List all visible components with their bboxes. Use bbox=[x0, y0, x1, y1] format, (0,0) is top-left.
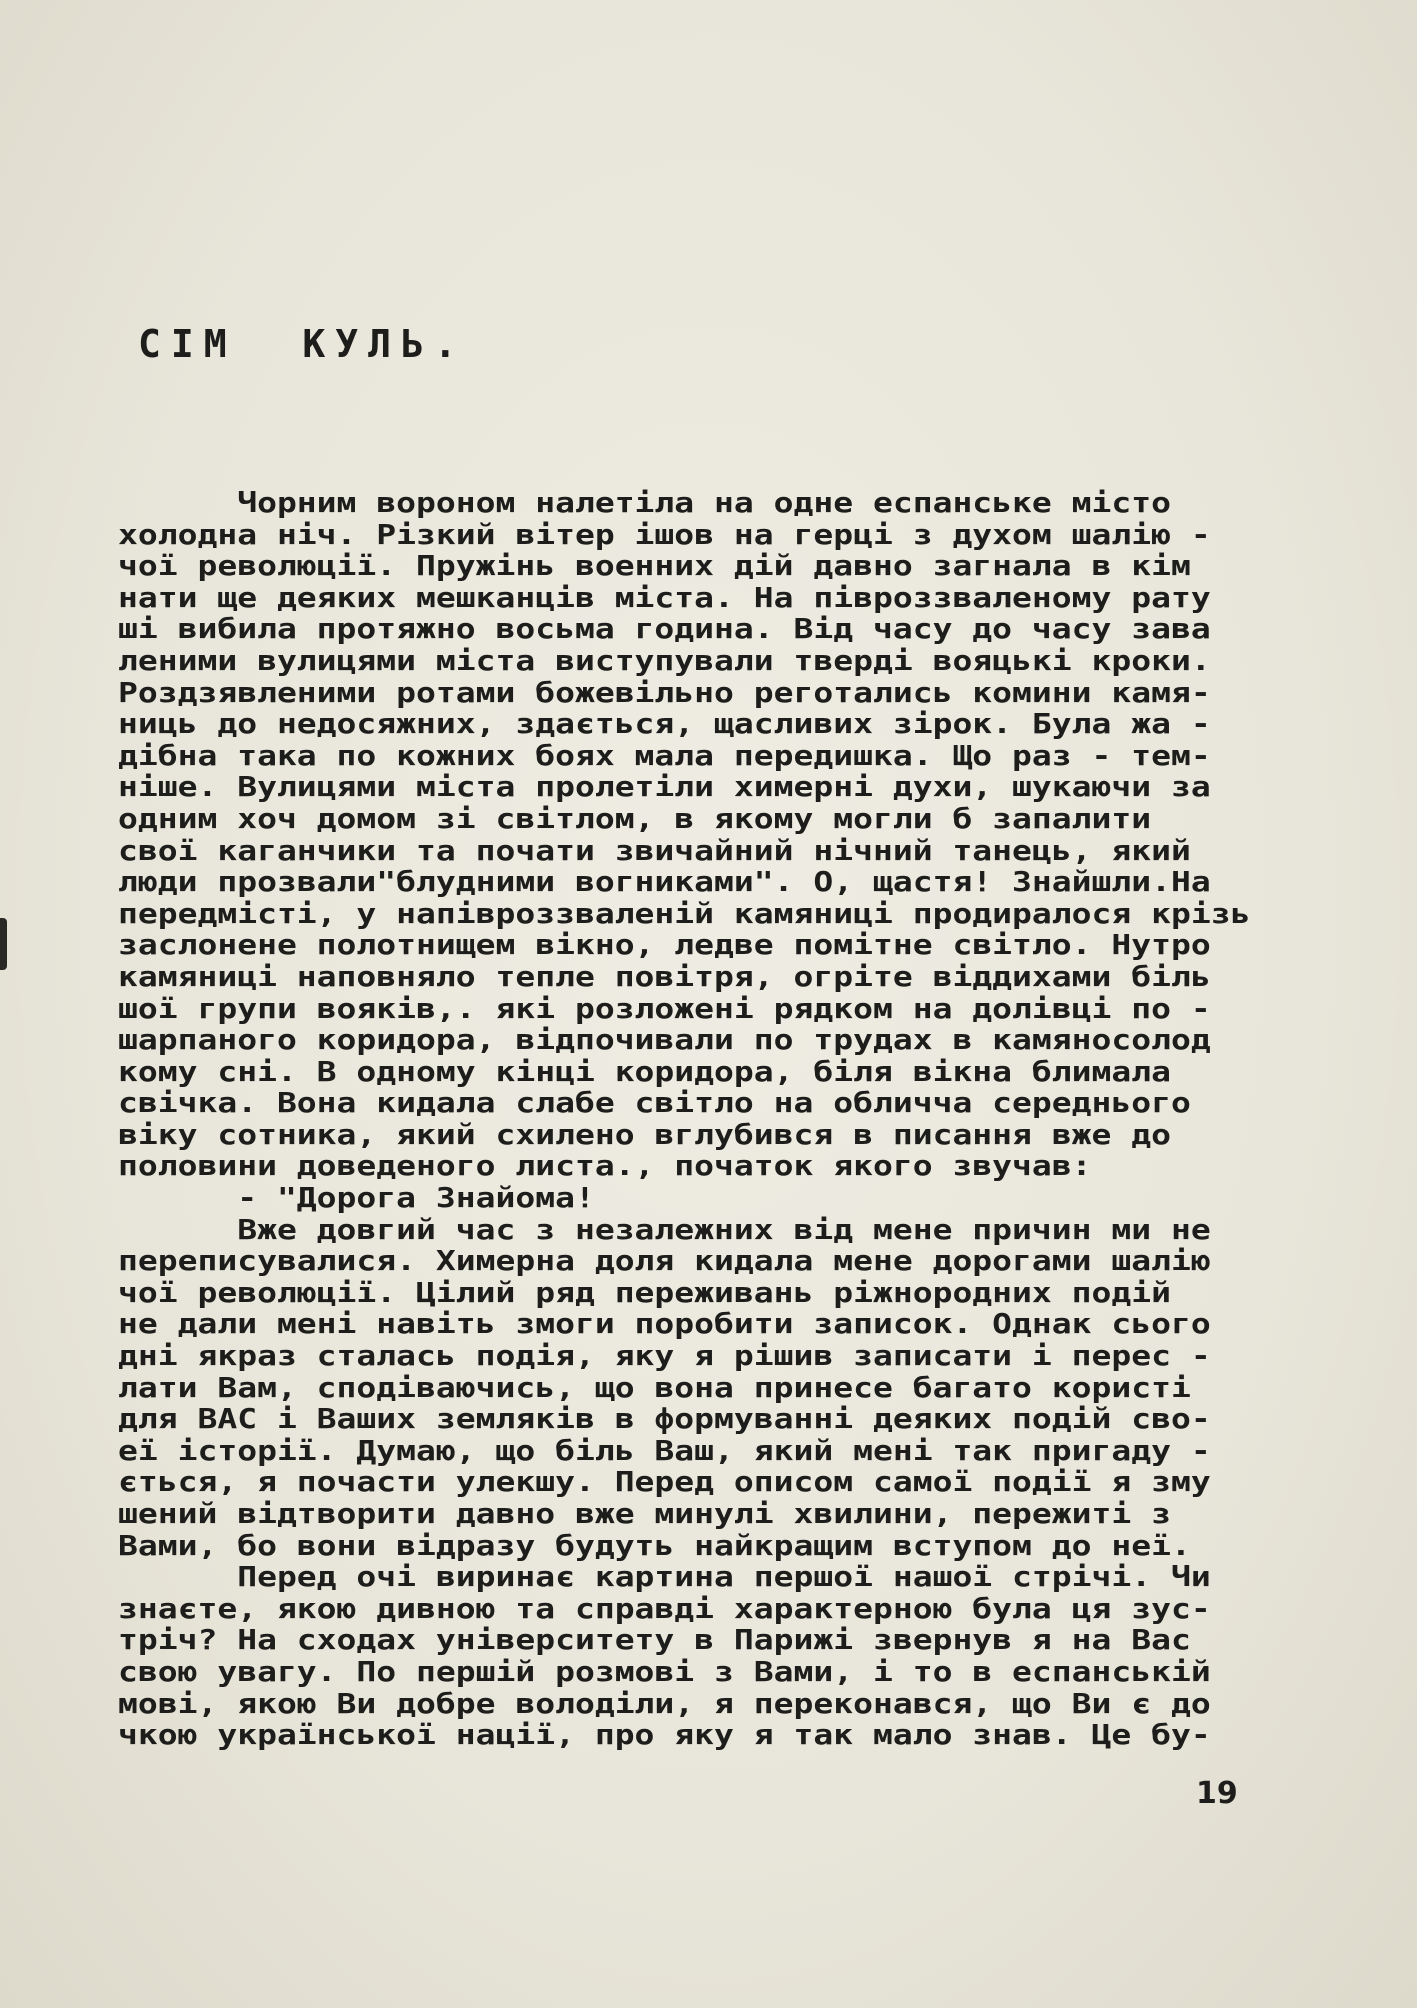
text-line: люди прозвали"блудними вогниками". О, щастя! Знайшли.На bbox=[118, 866, 1211, 899]
text-line: для ВАС і Ваших земляків в формуванні деяких подій сво- bbox=[118, 1403, 1211, 1436]
text-line: леними вулицями міста виступували тверді вояцькі кроки. bbox=[118, 644, 1211, 677]
text-line: Роздзявленими ротами божевільно реготались комини камя- bbox=[118, 676, 1211, 709]
text-line: мові, якою Ви добре володіли, я переконався, що Ви є до bbox=[118, 1687, 1211, 1720]
text-line: дібна така по кожних боях мала передишка. Що раз - тем- bbox=[118, 739, 1211, 772]
text-line: переписувалися. Химерна доля кидала мене дорогами шалію bbox=[118, 1245, 1211, 1278]
text-line: шарпаного коридора, відпочивали по трудах в камяносолод bbox=[118, 1024, 1211, 1057]
text-line: ється, я почасти улекшу. Перед описом самої події я зму bbox=[118, 1466, 1211, 1499]
text-line: Чорним вороном налетіла на одне еспанське місто bbox=[118, 487, 1171, 519]
chapter-title: СІМ КУЛЬ. bbox=[138, 322, 467, 366]
text-line: Вже довгий час з незалежних від мене причин ми не bbox=[118, 1213, 1211, 1246]
text-line: Вами, бо вони відразу будуть найкращим вступом до неї. bbox=[118, 1529, 1191, 1562]
text-line: ниць до недосяжних, здається, щасливих зірок. Була жа - bbox=[118, 708, 1211, 741]
page-number: 19 bbox=[1196, 1776, 1238, 1811]
text-line: чкою української нації, про яку я так мало знав. Це бу- bbox=[118, 1719, 1211, 1752]
text-line: шений відтворити давно вже минулі хвилини, пережиті з bbox=[118, 1498, 1171, 1530]
text-line: холодна ніч. Різкий вітер ішов на герці з духом шалію - bbox=[118, 518, 1211, 551]
text-line: свої каганчики та почати звичайний нічний танець, який bbox=[118, 834, 1191, 867]
text-line: знаєте, якою дивною та справді характерною була ця зус- bbox=[118, 1592, 1211, 1625]
text-line: дні якраз сталась подія, яку я рішив записати і перес - bbox=[118, 1340, 1211, 1373]
text-line: еї історії. Думаю, що біль Ваш, який мені так пригаду - bbox=[118, 1434, 1211, 1467]
text-line: ші вибила протяжно восьма година. Від часу до часу зава bbox=[118, 613, 1211, 646]
text-line: свою увагу. По першій розмові з Вами, і то в еспанській bbox=[118, 1655, 1211, 1688]
text-line: передмісті, у напівроззваленій камяниці продиралося крізь bbox=[118, 897, 1251, 930]
text-line: Перед очі виринає картина першої нашої стрічі. Чи bbox=[118, 1561, 1211, 1594]
text-line: кому сні. В одному кінці коридора, біля вікна блимала bbox=[118, 1055, 1171, 1088]
text-line: чої революції. Цілий ряд переживань ріжнородних подій bbox=[118, 1276, 1171, 1309]
text-line: - "Дорога Знайома! bbox=[118, 1182, 595, 1215]
text-line: ніше. Вулицями міста пролетіли химерні духи, шукаючи за bbox=[118, 771, 1211, 804]
text-line: чої революції. Пружінь военних дій давно загнала в кім bbox=[118, 550, 1191, 583]
text-line: лати Вам, сподіваючись, що вона принесе багато користі bbox=[118, 1371, 1191, 1404]
text-line: половини доведеного листа., початок якого звучав: bbox=[118, 1150, 1092, 1183]
page-edge-mark bbox=[0, 918, 7, 970]
text-line: не дали мені навіть змоги поробити записок. Однак сього bbox=[118, 1308, 1211, 1341]
text-line: нати ще деяких мешканців міста. На півроззваленому рату bbox=[118, 581, 1211, 614]
text-line: заслонене полотнищем вікно, ледве помітне світло. Нутро bbox=[118, 929, 1211, 962]
text-line: камяниці наповняло тепле повітря, огріте віддихами біль bbox=[118, 960, 1211, 993]
text-line: одним хоч домом зі світлом, в якому могли б запалити bbox=[118, 802, 1152, 835]
text-line: шої групи вояків,. які розложені рядком на долівці по - bbox=[118, 992, 1211, 1025]
text-line: тріч? На сходах університету в Парижі звернув я на Вас bbox=[118, 1624, 1191, 1657]
body-text bbox=[118, 488, 1268, 1752]
text-line: свічка. Вона кидала слабе світло на обличча середнього bbox=[118, 1087, 1191, 1120]
text-line: віку сотника, який схилено вглубився в писання вже до bbox=[118, 1118, 1171, 1151]
